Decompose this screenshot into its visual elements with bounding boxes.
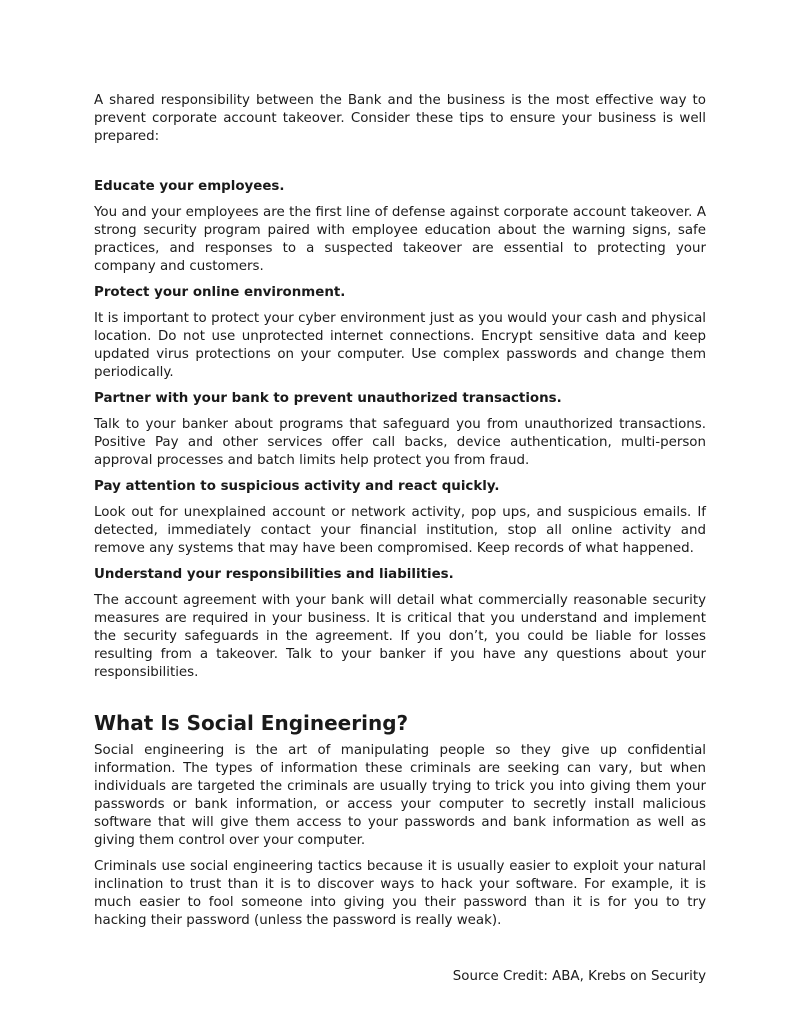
tip-body: Talk to your banker about programs that safeguard you from unauthorized transactions. Positive Pay and other services offer call backs, device authentication, multi-person approval processes and batch limits help protect you from fraud.: [94, 417, 706, 468]
tip-partner: [94, 390, 706, 470]
tip-body: You and your employees are the first line of defense against corporate account takeover. A strong security program paired with employee education about the warning signs, safe practices, and responses to a suspected takeover are essential to protecting your company and customers.: [94, 205, 706, 274]
intro-paragraph: A shared responsibility between the Bank and the business is the most effective way to prevent corporate account takeover. Consider these tips to ensure your business is well prepared:: [94, 93, 706, 144]
tip-body: It is important to protect your cyber environment just as you would your cash and physical location. Do not use unprotected internet connections. Encrypt sensitive data and keep updated virus protections on your computer. Use complex passwords and change them periodically.: [94, 311, 706, 380]
tip-heading: Pay attention to suspicious activity and react quickly.: [94, 479, 500, 494]
source-credit: Source Credit: ABA, Krebs on Security: [452, 969, 706, 984]
section-paragraph: Social engineering is the art of manipulating people so they give up confidential information. The types of information these criminals are seeking can vary, but when individuals are targeted the criminals are usually trying to trick you into giving them your passwords or bank information, or access your computer to secretly install malicious software that will give them access to your passwords and bank information as well as giving them control over your computer.: [94, 743, 706, 848]
tip-educate: [94, 178, 706, 276]
tip-pay-attention: [94, 478, 706, 558]
section-title: What Is Social Engineering?: [94, 711, 409, 735]
tip-heading: Educate your employees.: [94, 179, 285, 194]
tip-heading: Protect your online environment.: [94, 285, 346, 300]
tip-heading: Partner with your bank to prevent unauthorized transactions.: [94, 391, 562, 406]
tip-body: The account agreement with your bank will detail what commercially reasonable security measures are required in your business. It is critical that you understand and implement the security safeguards in the agreement. If you don’t, you could be liable for losses resulting from a takeover. Talk to your banker if you have any questions about your responsibilities.: [94, 593, 706, 680]
tip-body: Look out for unexplained account or network activity, pop ups, and suspicious emails. If detected, immediately contact your financial institution, stop all online activity and remove any systems that may have been compromised. Keep records of what happened.: [94, 505, 706, 556]
section-paragraph: Criminals use social engineering tactics because it is usually easier to exploit your natural inclination to trust than it is to discover ways to hack your software. For example, it is much easier to fool someone into giving you their password than it is for you to try hacking their password (unless the password is really weak).: [94, 859, 706, 928]
tip-heading: Understand your responsibilities and liabilities.: [94, 567, 454, 582]
tip-protect: [94, 284, 706, 382]
tip-responsibilities: [94, 566, 706, 682]
